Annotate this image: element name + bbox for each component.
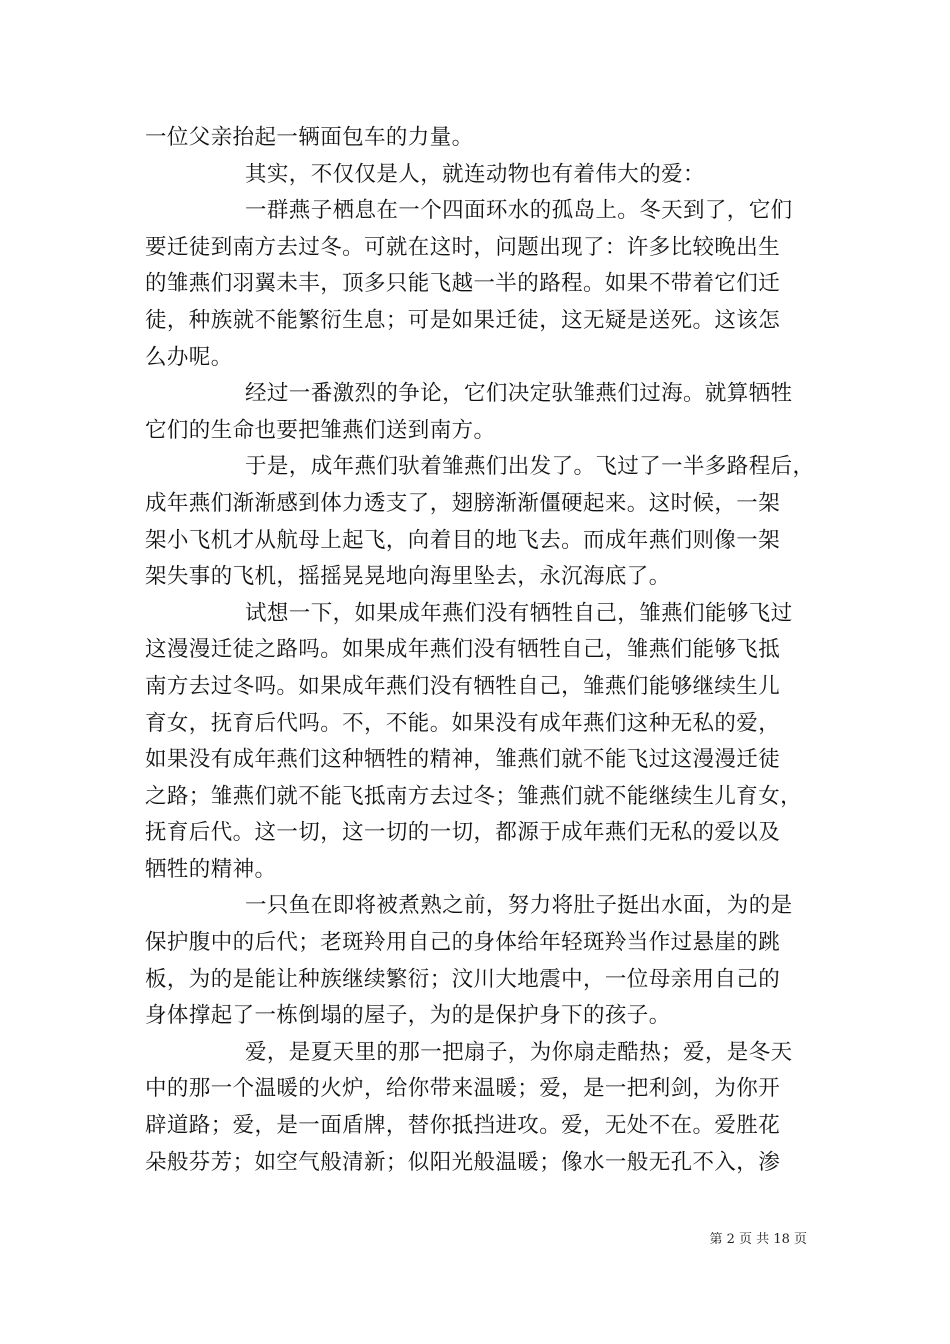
text-line: 爱，是夏天里的那一把扇子，为你扇走酷热；爱，是冬天 [245,1039,793,1065]
text-line: 保护腹中的后代；老斑羚用自己的身体给年轻斑羚当作过悬崖的跳 [145,930,781,956]
text-line: 育女，抚育后代吗。不，不能。如果没有成年燕们这种无私的爱， [145,710,781,736]
page-number-footer: 第 2 页 共 18 页 [709,1232,807,1247]
text-line: 牺牲的精神。 [145,856,277,882]
text-line: 一只鱼在即将被煮熟之前，努力将肚子挺出水面，为的是 [245,893,793,919]
text-line: 的雏燕们羽翼未丰，顶多只能飞越一半的路程。如果不带着它们迁 [145,271,781,297]
text-line: 其实，不仅仅是人，就连动物也有着伟大的爱： [245,161,705,187]
text-line: 架失事的飞机，摇摇晃晃地向海里坠去，永沉海底了。 [145,564,671,590]
text-line: 于是，成年燕们驮着雏燕们出发了。飞过了一半多路程后， [245,454,815,480]
text-line: 朵般芬芳；如空气般清新；似阳光般温暖；像水一般无孔不入，渗 [145,1149,781,1175]
text-line: 一群燕子栖息在一个四面环水的孤岛上。冬天到了，它们 [245,198,793,224]
text-line: 成年燕们渐渐感到体力透支了，翅膀渐渐僵硬起来。这时候，一架 [145,490,781,516]
text-line: 南方去过冬吗。如果成年燕们没有牺牲自己，雏燕们能够继续生儿 [145,673,781,699]
text-line: 这漫漫迁徒之路吗。如果成年燕们没有牺牲自己，雏燕们能够飞抵 [145,637,781,663]
text-line: 架小飞机才从航母上起飞，向着目的地飞去。而成年燕们则像一架 [145,527,781,553]
text-line: 徒，种族就不能繁衍生息；可是如果迁徒，这无疑是送死。这该怎 [145,307,781,333]
text-line: 要迁徒到南方去过冬。可就在这时，问题出现了：许多比较晚出生 [145,234,781,260]
text-line: 它们的生命也要把雏燕们送到南方。 [145,417,496,443]
text-line: 板，为的是能让种族继续繁衍；汶川大地震中，一位母亲用自己的 [145,966,781,992]
text-line: 么办呢。 [145,344,233,370]
text-line: 中的那一个温暖的火炉，给你带来温暖；爱，是一把利剑，为你开 [145,1076,781,1102]
text-line: 试想一下，如果成年燕们没有牺牲自己，雏燕们能够飞过 [245,600,793,626]
text-line: 一位父亲抬起一辆面包车的力量。 [145,125,474,150]
text-line: 辟道路；爱，是一面盾牌，替你抵挡进攻。爱，无处不在。爱胜花 [145,1113,781,1139]
body-text [145,120,815,1181]
text-line: 抚育后代。这一切，这一切的一切，都源于成年燕们无私的爱以及 [145,820,781,846]
text-line: 之路；雏燕们就不能飞抵南方去过冬；雏燕们就不能继续生儿育女， [145,783,803,809]
text-line: 身体撑起了一栋倒塌的屋子，为的是保护身下的孩子。 [145,1003,671,1029]
text-line: 如果没有成年燕们这种牺牲的精神，雏燕们就不能飞过这漫漫迁徒 [145,747,781,773]
text-line: 经过一番激烈的争论，它们决定驮雏燕们过海。就算牺牲 [245,381,793,407]
